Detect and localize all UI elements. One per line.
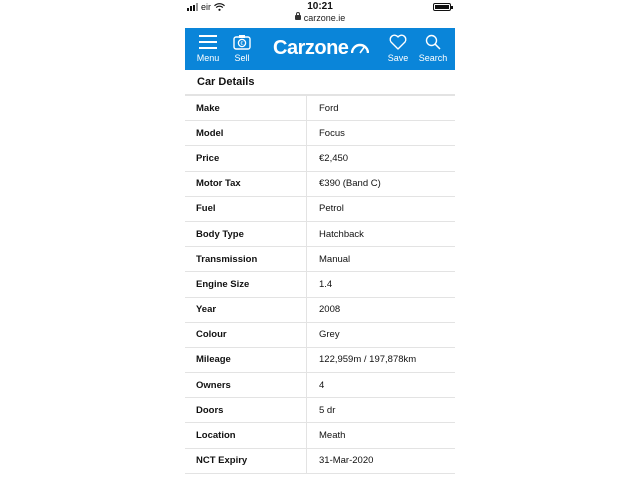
row-key: Owners — [185, 373, 307, 398]
table-row — [185, 373, 455, 398]
logo-swoosh-icon — [351, 42, 369, 54]
row-value: Ford — [307, 96, 456, 121]
table-row — [185, 398, 455, 423]
table-row — [185, 121, 455, 146]
row-value: Focus — [307, 121, 456, 146]
row-value: 4 — [307, 373, 456, 398]
row-value: 2008 — [307, 297, 456, 322]
car-details-table — [185, 95, 455, 474]
row-value: Meath — [307, 423, 456, 448]
status-bar — [185, 0, 455, 14]
row-key: Fuel — [185, 196, 307, 221]
camera-icon — [233, 34, 251, 50]
row-key: Doors — [185, 398, 307, 423]
row-key: Mileage — [185, 347, 307, 372]
site-header — [185, 28, 455, 70]
battery-icon — [433, 3, 451, 11]
row-value: 5 dr — [307, 398, 456, 423]
row-value: 122,959m / 197,878km — [307, 347, 456, 372]
menu-label: Menu — [196, 53, 220, 63]
row-key: Body Type — [185, 221, 307, 246]
row-key: Year — [185, 297, 307, 322]
save-button[interactable] — [383, 32, 413, 63]
table-row — [185, 448, 455, 473]
table-row — [185, 347, 455, 372]
logo-text: Carzone — [273, 37, 349, 59]
row-value: Grey — [307, 322, 456, 347]
row-key: Price — [185, 146, 307, 171]
row-key: Transmission — [185, 247, 307, 272]
row-value: Hatchback — [307, 221, 456, 246]
svg-text:€: € — [240, 41, 244, 47]
row-value: Petrol — [307, 196, 456, 221]
row-value: Manual — [307, 247, 456, 272]
address-bar[interactable] — [185, 13, 455, 27]
url-text: carzone.ie — [303, 13, 346, 23]
table-row — [185, 221, 455, 246]
row-key: Motor Tax — [185, 171, 307, 196]
row-key: Location — [185, 423, 307, 448]
table-row — [185, 247, 455, 272]
table-row — [185, 272, 455, 297]
menu-icon — [199, 35, 217, 49]
clock: 10:21 — [307, 1, 333, 12]
table-row — [185, 96, 455, 121]
sell-button[interactable] — [227, 32, 257, 63]
sell-label: Sell — [234, 53, 250, 63]
table-row — [185, 322, 455, 347]
table-row — [185, 297, 455, 322]
row-key: Engine Size — [185, 272, 307, 297]
row-key: Colour — [185, 322, 307, 347]
table-row — [185, 423, 455, 448]
row-value: 1.4 — [307, 272, 456, 297]
row-value: €2,450 — [307, 146, 456, 171]
search-button[interactable] — [418, 32, 448, 63]
table-row — [185, 196, 455, 221]
row-value: 31-Mar-2020 — [307, 448, 456, 473]
carrier-label: eir — [201, 2, 212, 12]
search-icon — [425, 34, 441, 50]
table-row — [185, 146, 455, 171]
menu-button[interactable] — [193, 32, 223, 63]
row-value: €390 (Band C) — [307, 171, 456, 196]
lock-icon — [295, 15, 301, 20]
save-label: Save — [387, 53, 409, 63]
row-key: NCT Expiry — [185, 448, 307, 473]
table-row — [185, 171, 455, 196]
phone-screen — [185, 0, 455, 480]
car-details-title: Car Details — [185, 70, 455, 95]
row-key: Model — [185, 121, 307, 146]
search-label: Search — [418, 53, 448, 63]
row-key: Make — [185, 96, 307, 121]
carzone-logo[interactable] — [273, 37, 369, 60]
heart-icon — [389, 34, 407, 50]
